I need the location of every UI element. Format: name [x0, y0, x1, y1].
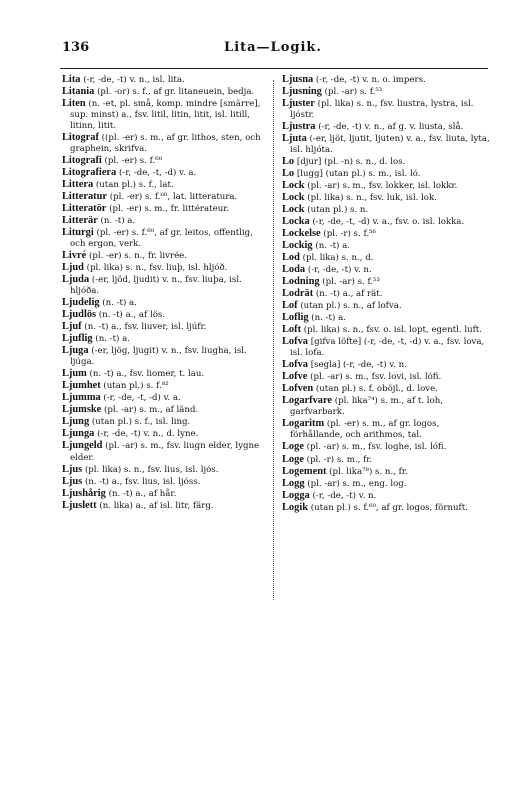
entry-headword: Litografi	[62, 155, 102, 167]
dictionary-entry	[62, 132, 270, 155]
entry-headword: Ljuf	[62, 321, 82, 333]
dictionary-entry	[62, 380, 270, 392]
dictionary-entry	[62, 179, 270, 191]
entry-definition: [djur] (pl. -n) s. n., d. los.	[294, 157, 406, 168]
entry-definition: (pl. -r) s. f.⁵⁶	[320, 229, 376, 240]
dictionary-entry	[62, 500, 270, 512]
entry-headword: Livré	[62, 250, 87, 262]
entry-headword: Littera	[62, 179, 94, 191]
dictionary-entry	[62, 440, 270, 463]
dictionary-entry	[62, 416, 270, 428]
entry-headword: Liten	[62, 98, 86, 110]
dictionary-entry	[282, 204, 490, 216]
dictionary-entry	[62, 309, 270, 321]
entry-headword: Ljus	[62, 475, 83, 487]
entry-headword: Lockig	[282, 240, 313, 252]
entry-definition: (pl. lika) s. n., fsv. lius, isl. ljós.	[82, 464, 219, 475]
entry-headword: Loft	[282, 324, 302, 336]
dictionary-entry	[282, 74, 490, 86]
dictionary-entry	[62, 392, 270, 404]
dictionary-entry	[62, 191, 270, 203]
dictionary-entry	[62, 488, 270, 500]
entry-headword: Lita	[62, 74, 81, 85]
dictionary-entry	[282, 312, 490, 324]
dictionary-entry	[282, 216, 490, 228]
dictionary-entry	[62, 428, 270, 440]
entry-definition: (n. -t) a.	[308, 313, 346, 324]
page-header	[58, 40, 488, 60]
entry-definition: (-r, -de, -t) v. n.	[309, 490, 377, 501]
entry-headword: Ljustra	[282, 121, 316, 133]
right-column	[282, 74, 490, 514]
dictionary-entry	[62, 404, 270, 416]
entry-definition: (n. -t) a.	[97, 216, 136, 227]
dictionary-entry	[62, 297, 270, 309]
entry-definition: [segla] (-r, -de, -t) v. n.	[307, 360, 407, 371]
entry-definition: (-r, -de, -t, -d) v. a., fsv. o. isl. lokka.	[309, 217, 465, 228]
entry-headword: Ljunga	[62, 428, 95, 440]
dictionary-entry	[282, 371, 490, 383]
dictionary-entry	[282, 121, 490, 133]
dictionary-entry	[62, 86, 270, 98]
entry-definition: (utan pl.) s. f.⁸²	[100, 381, 169, 392]
dictionary-entry	[282, 336, 490, 359]
entry-headword: Ljum	[62, 368, 87, 380]
dictionary-entry	[282, 228, 490, 240]
left-column	[62, 74, 270, 512]
entry-headword: Ljumhet	[62, 380, 101, 392]
dictionary-entry	[282, 359, 490, 371]
entry-headword: Ljushårig	[62, 487, 106, 499]
entry-headword: Litograf	[62, 132, 99, 144]
entry-headword: Logarfvare	[282, 395, 333, 407]
entry-headword: Litania	[62, 86, 95, 98]
entry-headword: Ljudlös	[62, 309, 97, 321]
entry-definition: (n. -t) a., af lös.	[96, 310, 166, 321]
entry-definition: (pl. -ar) s. m., fsv. liugn elder, lygne elder.	[70, 441, 260, 463]
entry-definition: (pl. -er) s. f.⁶⁰, lat. litteratura.	[107, 192, 238, 203]
dictionary-entry	[282, 300, 490, 312]
entry-headword: Litografiera	[62, 167, 117, 179]
entry-definition: (pl. lika) s. n., d.	[299, 253, 374, 264]
entry-definition: (pl. -er) s. n., fr. livrée.	[86, 251, 188, 262]
dictionary-entry	[282, 252, 490, 264]
entry-headword: Ljuda	[62, 274, 90, 286]
dictionary-entry	[62, 274, 270, 297]
dictionary-entry	[62, 262, 270, 274]
entry-headword: Ljud	[62, 262, 84, 274]
entry-definition: (n. -t) a., af hår.	[105, 488, 177, 499]
entry-definition: (n. -t) a., af rät.	[313, 289, 383, 300]
entry-headword: Lodrät	[282, 288, 314, 300]
dictionary-entry	[282, 98, 490, 121]
entry-headword: Lo	[282, 168, 295, 180]
dictionary-entry	[282, 168, 490, 180]
entry-definition: (pl. -ar) s. m., af länd.	[101, 405, 199, 416]
entry-definition: ((pl. -er) s. m., af gr. lithos, sten, och graphein, skrifva.	[70, 133, 261, 155]
entry-definition: [lugg] (utan pl.) s. m., isl. ló.	[294, 169, 421, 180]
entry-headword: Lofva	[282, 336, 308, 348]
entry-headword: Lofve	[282, 371, 308, 383]
entry-definition: (n. -t) a.	[312, 241, 350, 252]
dictionary-entry	[282, 418, 490, 441]
entry-headword: Ljuta	[282, 133, 307, 145]
entry-headword: Lockelse	[282, 228, 321, 240]
entry-definition: (utan pl.) s. f.⁶⁰, af gr. logos, förnuft.	[308, 502, 468, 513]
entry-definition: (pl. -er) s. f.⁶⁰	[101, 156, 163, 167]
entry-headword: Lofva	[282, 359, 308, 371]
dictionary-entry	[282, 180, 490, 192]
entry-headword: Loge	[282, 441, 304, 453]
entry-definition: (pl. -ar) s. m., fsv. lovi, isl. lófi.	[307, 372, 442, 383]
entry-definition: (pl. -er) s. m., af gr. logos, förhållande, och arithmos, tal.	[290, 419, 440, 441]
entry-definition: (n. -t) a.	[99, 298, 137, 309]
dictionary-entry	[62, 333, 270, 345]
entry-definition: (-r, -de, -t) v. n.	[305, 265, 372, 276]
dictionary-entry	[62, 155, 270, 167]
entry-definition: (pl. -ar) s. m., fsv. loghe, isl. lófi.	[303, 442, 447, 453]
entry-definition: (n. -t) a., fsv. liuver, isl. ljúfr.	[81, 322, 207, 333]
entry-definition: (utan pl.) s. f. oböjl., d. love.	[313, 384, 438, 395]
dictionary-entry	[62, 476, 270, 488]
entry-definition: (-r, -de, -t) v. n. o. impers.	[313, 75, 426, 85]
entry-definition: (utan pl.) s. n., af lofva.	[297, 301, 402, 312]
entry-definition: (pl. -or) s. f., af gr. litaneuein, bedja.	[94, 87, 255, 98]
entry-definition: (pl. lika⁷⁴) s. m., af t. loh, garfvarbark.	[290, 396, 443, 418]
dictionary-entry	[282, 264, 490, 276]
entry-headword: Lock	[282, 204, 305, 216]
entry-definition: (-r, -de, -t, -d) v. a.	[116, 168, 197, 179]
dictionary-entry	[62, 167, 270, 179]
entry-definition: (-r, -de, -t) v. n., isl. lita.	[80, 75, 185, 85]
dictionary-entry	[62, 227, 270, 250]
entry-headword: Lod	[282, 252, 300, 264]
entry-definition: (pl. -ar) s. m., eng. log.	[304, 478, 407, 489]
entry-definition: (pl. lika) s. n., fsv. luk, isl. lok.	[304, 193, 437, 204]
dictionary-entry	[282, 490, 490, 502]
entry-headword: Ljuster	[282, 98, 315, 110]
dictionary-entry	[62, 464, 270, 476]
entry-headword: Lofven	[282, 383, 314, 395]
running-head: Lita—Logik.	[224, 40, 322, 55]
entry-definition: (-r, -de, -t) v. n., af g. v. liusta, slå.	[315, 122, 464, 133]
entry-headword: Logga	[282, 489, 310, 501]
entry-definition: (n. -et, pl. små, komp. mindre [smärre], sup. minst) a., fsv. litil, litin, litit, isl. litill, litinn, litit.	[70, 99, 261, 132]
entry-definition: (pl. -ar) s. m., fsv. lokker, isl. lokkr.	[304, 181, 458, 192]
entry-definition: (pl. lika) s. n., fsv. o. isl. lopt, egentl. luft.	[301, 325, 482, 336]
entry-headword: Loge	[282, 453, 304, 465]
entry-headword: Ljumske	[62, 404, 102, 416]
dictionary-entry	[62, 368, 270, 380]
entry-headword: Logg	[282, 477, 305, 489]
entry-headword: Lof	[282, 300, 298, 312]
entry-definition: (n. -t) a.	[92, 334, 130, 345]
column-divider	[273, 80, 274, 600]
entry-headword: Lock	[282, 180, 305, 192]
entry-definition: (pl. lika) s. n., fsv. liustra, lystra, isl. ljóstr.	[290, 99, 474, 121]
dictionary-entry	[282, 383, 490, 395]
dictionary-entry	[282, 276, 490, 288]
dictionary-entry	[282, 288, 490, 300]
entry-definition: (pl. -ar) s. f.⁵³	[321, 87, 383, 98]
dictionary-entry	[62, 345, 270, 368]
dictionary-entry	[282, 133, 490, 156]
entry-headword: Loda	[282, 264, 306, 276]
entry-headword: Litteratur	[62, 191, 108, 203]
entry-definition: (-er, ljög, ljugit) v. n., fsv. liugha, isl. ljúga.	[70, 346, 247, 368]
entry-headword: Ljung	[62, 416, 90, 428]
entry-definition: (utan pl.) s. f., isl. ling.	[89, 417, 191, 428]
entry-definition: (-r, -de, -t, -d) v. a.	[100, 393, 181, 404]
entry-definition: (n. -t) a., fsv. liomer, t. lau.	[86, 369, 205, 380]
dictionary-entry	[282, 441, 490, 453]
entry-definition: (pl. -er) s. m., fr. littérateur.	[106, 204, 230, 215]
entry-headword: Lock	[282, 192, 305, 204]
entry-definition: (n. lika) a., af isl. litr, färg.	[96, 500, 214, 511]
dictionary-entry	[282, 240, 490, 252]
entry-headword: Litteratör	[62, 203, 107, 215]
entry-definition: (-er, ljöd, ljudit) v. n., fsv. liuþa, isl. hljóða.	[70, 275, 242, 297]
header-rule	[60, 68, 488, 69]
entry-headword: Ljuflig	[62, 333, 93, 345]
entry-headword: Ljusning	[282, 86, 322, 98]
entry-definition: (n. -t) a., fsv. lius, isl. ljóss.	[82, 476, 201, 487]
dictionary-entry	[282, 502, 490, 514]
entry-headword: Litterär	[62, 215, 98, 227]
dictionary-entry	[282, 324, 490, 336]
entry-headword: Loflig	[282, 312, 309, 324]
entry-headword: Logement	[282, 465, 327, 477]
dictionary-entry	[282, 192, 490, 204]
dictionary-entry	[282, 86, 490, 98]
entry-headword: Ljuslett	[62, 499, 97, 511]
dictionary-entry	[62, 203, 270, 215]
entry-headword: Lodning	[282, 276, 320, 288]
entry-definition: (-er, ljöt, ljutit, ljuten) v. a., fsv. liuta, lyta, isl. hljóta.	[290, 134, 490, 156]
entry-definition: (-r, -de, -t) v. n., d. lyne.	[94, 429, 199, 440]
entry-definition: [gifva löfte] (-r, -de, -t, -d) v. a., fsv. lova, isl. lofa.	[290, 337, 485, 359]
entry-headword: Ljumma	[62, 392, 101, 404]
entry-definition: (utan pl.) s. f., lat.	[93, 180, 174, 191]
dictionary-entry	[62, 321, 270, 333]
dictionary-entry	[62, 98, 270, 132]
entry-headword: Ljusna	[282, 74, 314, 85]
entry-headword: Ljuga	[62, 345, 89, 357]
entry-definition: (pl. -r) s. m., fr.	[303, 454, 373, 465]
header-bar	[58, 40, 488, 60]
entry-headword: Logaritm	[282, 418, 325, 430]
entry-definition: (pl. lika) s. n., fsv. liuþ, isl. hljóð.	[83, 263, 228, 274]
dictionary-entry	[62, 74, 270, 86]
entry-headword: Logik	[282, 501, 308, 513]
entry-headword: Ljus	[62, 463, 83, 475]
entry-headword: Ljudelig	[62, 297, 100, 309]
dictionary-entry	[282, 466, 490, 478]
entry-definition: (utan pl.) s. n.	[304, 205, 369, 216]
dictionary-entry	[62, 215, 270, 227]
dictionary-entry	[282, 454, 490, 466]
dictionary-entry	[62, 250, 270, 262]
page-number: 136	[62, 40, 90, 55]
entry-headword: Lo	[282, 156, 295, 168]
dictionary-entry	[282, 395, 490, 418]
entry-definition: (pl. lika⁷⁸) s. n., fr.	[326, 466, 408, 477]
dictionary-entry	[282, 156, 490, 168]
entry-definition: (pl. -er) s. f.⁶⁰, af gr. leitos, offentlig, och ergon, verk.	[70, 228, 253, 250]
entry-headword: Locka	[282, 216, 310, 228]
entry-headword: Ljungeld	[62, 440, 103, 452]
dictionary-entry	[282, 478, 490, 490]
entry-definition: (pl. -ar) s. f.⁵³	[319, 277, 380, 288]
entry-headword: Liturgi	[62, 227, 94, 239]
